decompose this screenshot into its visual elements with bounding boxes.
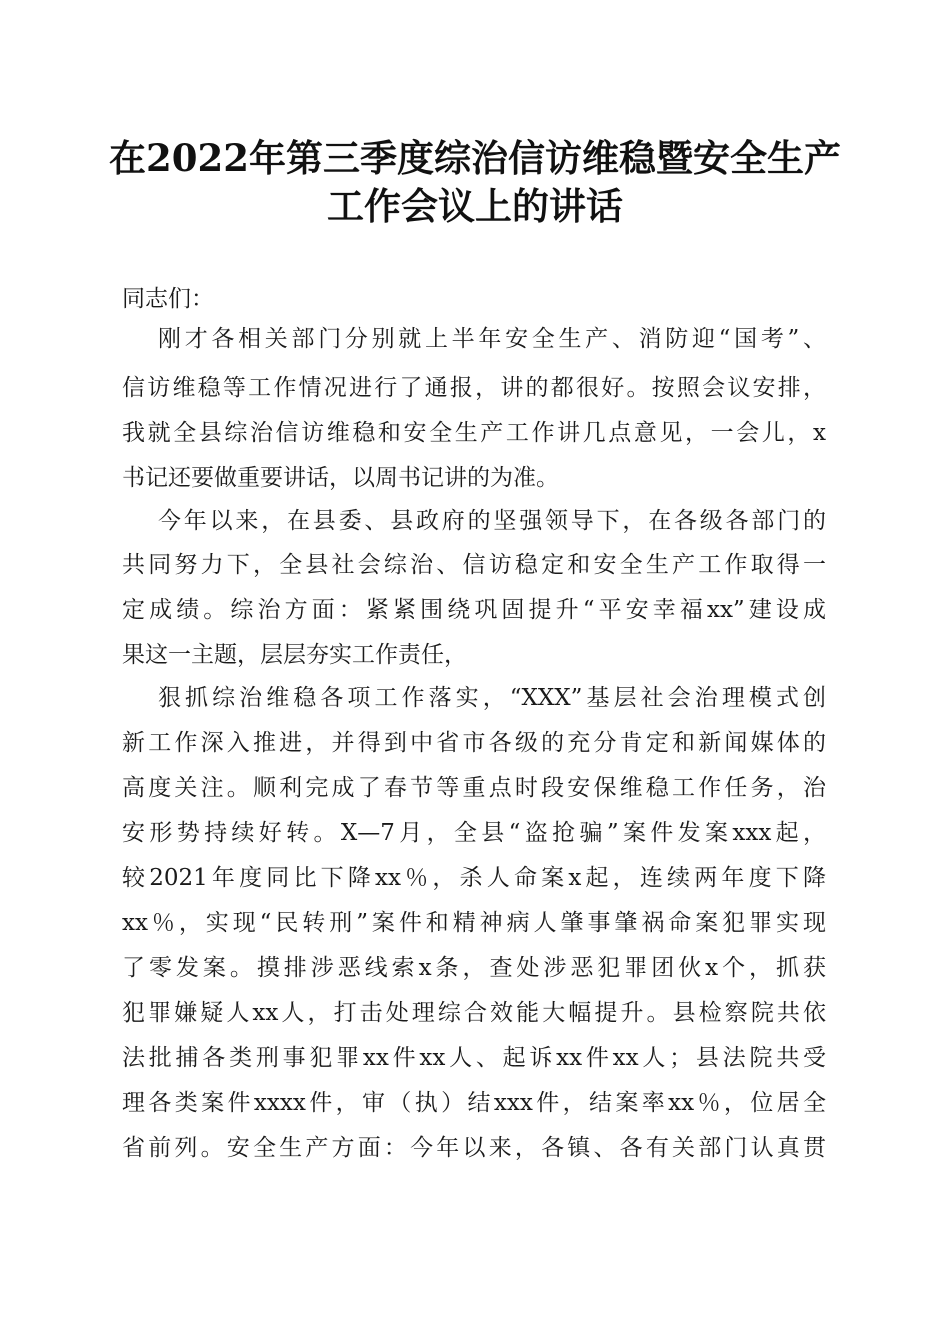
text-line: 共同努力下，全县社会综治、信访稳定和安全生产工作取得一 [122,552,826,578]
document-title-line-2: 工作会议上的讲话 [327,184,623,228]
text-line: 书记还要做重要讲话，以周书记讲的为准。 [122,465,559,491]
text-line: 信访维稳等工作情况进行了通报，讲的都很好。按照会议安排， [122,375,826,401]
text-line: 我就全县综治信访维稳和安全生产工作讲几点意见，一会儿，x [122,420,826,446]
text-line: 刚才各相关部门分别就上半年安全生产、消防迎“国考”、 [158,326,826,352]
text-line: 新工作深入推进，并得到中省市各级的充分肯定和新闻媒体的 [122,730,826,756]
text-line: 今年以来，在县委、县政府的坚强领导下，在各级各部门的 [158,508,826,534]
text-line: 法批捕各类刑事犯罪xx件xx人、起诉xx件xx人；县法院共受 [122,1045,826,1071]
text-line: 省前列。安全生产方面：今年以来，各镇、各有关部门认真贯 [122,1135,826,1161]
text-line: 了零发案。摸排涉恶线索x条，查处涉恶犯罪团伙x个，抓获 [122,955,826,981]
salutation: 同志们： [122,286,214,312]
text-line: 狠抓综治维稳各项工作落实，“XXX”基层社会治理模式创 [158,685,826,711]
document-title-line-1: 在2022年第三季度综治信访维稳暨安全生产 [109,136,841,180]
text-line: 较2021年度同比下降xx％，杀人命案x起，连续两年度下降 [122,865,826,891]
text-line: 犯罪嫌疑人xx人，打击处理综合效能大幅提升。县检察院共依 [122,1000,826,1026]
text-line: 安形势持续好转。X—7月，全县“盗抢骗”案件发案xxx起， [122,820,826,846]
text-line: 定成绩。综治方面：紧紧围绕巩固提升“平安幸福xx”建设成 [122,597,826,623]
text-line: xx％，实现“民转刑”案件和精神病人肇事肇祸命案犯罪实现 [122,910,826,936]
text-line: 果这一主题，层层夯实工作责任， [122,642,467,668]
text-line: 理各类案件xxxx件，审（执）结xxx件，结案率xx％，位居全 [122,1090,826,1116]
text-line: 高度关注。顺利完成了春节等重点时段安保维稳工作任务，治 [122,775,826,801]
